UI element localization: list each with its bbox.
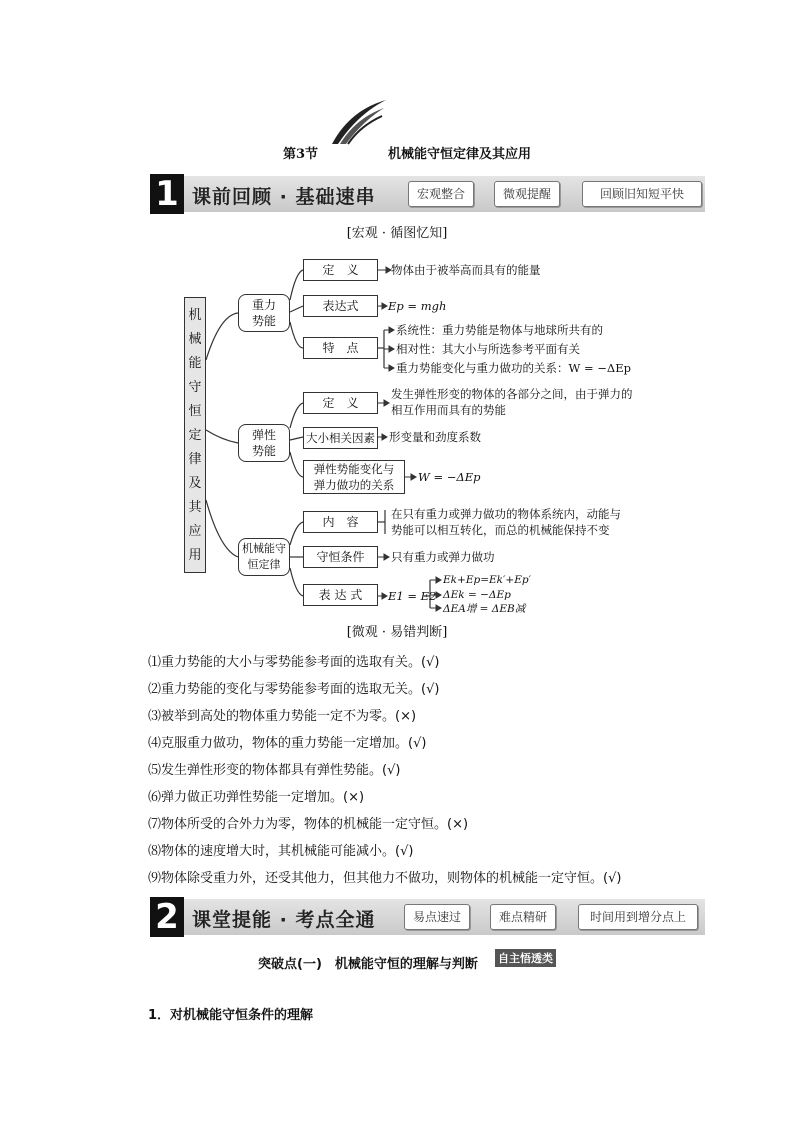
- point-1-heading: 1．对机械能守恒条件的理解: [148, 1008, 314, 1023]
- elastic-definition-line-1: 发生弹性形变的物体的各部分之间，由于弹力的: [391, 387, 633, 401]
- conservation-content-line-2: 势能可以相互转化，而总的机械能保持不变: [391, 523, 610, 537]
- section-number: 第3节: [283, 147, 319, 162]
- elastic-factors-text: 形变量和劲度系数: [389, 430, 481, 444]
- node-elastic-pe: 弹性势能: [238, 424, 290, 462]
- node-elastic-definition: 定 义: [303, 392, 378, 414]
- banner-number: 1: [150, 174, 184, 214]
- gravity-feature-2: 相对性：其大小与所选参考平面有关: [396, 342, 580, 356]
- node-gravity-pe: 重力势能: [238, 294, 290, 332]
- tab-quick-review[interactable]: 回顾旧知短平快: [582, 181, 702, 207]
- section-title: 机械能守恒定律及其应用: [388, 147, 532, 162]
- gravity-feature-3: 重力势能变化与重力做功的关系：W = −ΔEp: [396, 361, 631, 375]
- gravity-expression-text: Ep = mgh: [388, 299, 447, 313]
- mindmap-root: 机 械 能 守 恒 定 律 及 其 应 用: [184, 297, 206, 573]
- conservation-content-line-1: 在只有重力或弹力做功的物体系统内，动能与: [391, 507, 621, 521]
- tab-micro-reminder[interactable]: 微观提醒: [494, 181, 560, 207]
- judgment-item: ⑼物体除受重力外，还受其他力，但其他力不做功，则物体的机械能一定守恒。(√): [148, 871, 622, 886]
- gravity-feature-1: 系统性：重力势能是物体与地球所共有的: [396, 323, 603, 337]
- elastic-relation-text: W = −ΔEp: [418, 470, 481, 484]
- conservation-condition-text: 只有重力或弹力做功: [391, 550, 495, 564]
- node-conservation-expression: 表 达 式: [303, 584, 378, 606]
- judgment-item: ⑸发生弹性形变的物体都具有弹性势能。(√): [148, 763, 401, 778]
- breakthrough-tag: 自主悟透类: [495, 949, 556, 967]
- judgment-item: ⑹弹力做正功弹性势能一定增加。(×): [148, 790, 365, 805]
- conservation-expression-2: ΔEk = −ΔEp: [443, 589, 511, 601]
- judgment-item: ⑶被举到高处的物体重力势能一定不为零。(×): [148, 709, 417, 724]
- micro-heading: [微观 · 易错判断]: [346, 625, 448, 640]
- conservation-expression-3: ΔEA增 = ΔEB减: [443, 603, 526, 615]
- judgment-item: ⑴重力势能的大小与零势能参考面的选取有关。(√): [148, 655, 440, 670]
- node-conservation-law: 机械能守恒定律: [238, 538, 290, 576]
- judgment-item: ⑵重力势能的变化与零势能参考面的选取无关。(√): [148, 682, 440, 697]
- node-elastic-relation: 弹性势能变化与 弹力做功的关系: [303, 460, 405, 494]
- conservation-expression-main: E1 = E2: [388, 589, 437, 603]
- tab-macro-summary[interactable]: 宏观整合: [408, 181, 474, 207]
- node-gravity-definition: 定 义: [303, 259, 378, 281]
- node-elastic-factors: 大小相关因素: [303, 427, 378, 449]
- tab-score-points[interactable]: 时间用到增分点上: [578, 904, 698, 930]
- node-conservation-condition: 守恒条件: [303, 546, 378, 568]
- node-gravity-features: 特 点: [303, 337, 378, 359]
- gravity-definition-text: 物体由于被举高而具有的能量: [391, 263, 541, 277]
- banner-number: 2: [150, 897, 184, 937]
- tab-easy-points[interactable]: 易点速过: [404, 904, 470, 930]
- judgment-item: ⑷克服重力做功，物体的重力势能一定增加。(√): [148, 736, 427, 751]
- macro-heading: [宏观 · 循图忆知]: [346, 226, 448, 241]
- elastic-definition-line-2: 相互作用而具有的势能: [391, 403, 506, 417]
- node-conservation-content: 内 容: [303, 511, 378, 533]
- conservation-expression-1: Ek+Ep=Ek′+Ep′: [443, 574, 531, 586]
- banner-title: 课堂提能 · 考点全通: [192, 909, 376, 931]
- judgment-item: ⑺物体所受的合外力为零，物体的机械能一定守恒。(×): [148, 817, 469, 832]
- tab-hard-points[interactable]: 难点精研: [490, 904, 556, 930]
- judgment-item: ⑻物体的速度增大时，其机械能可能减小。(√): [148, 844, 414, 859]
- banner-title: 课前回顾 · 基础速串: [192, 186, 376, 208]
- banner-classroom: [150, 899, 705, 935]
- node-gravity-expression: 表达式: [303, 295, 378, 317]
- breakthrough-title: 突破点(一) 机械能守恒的理解与判断: [258, 957, 478, 972]
